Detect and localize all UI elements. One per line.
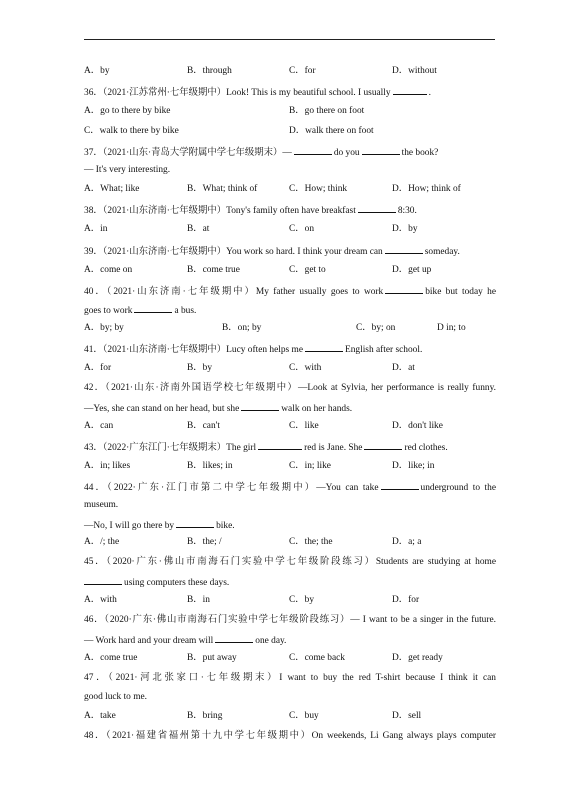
option-d[interactable]: D．by bbox=[392, 224, 418, 234]
option-a[interactable]: A．take bbox=[84, 711, 116, 721]
answer-blank[interactable] bbox=[385, 244, 423, 254]
answer-blank[interactable] bbox=[241, 401, 279, 411]
option-b[interactable]: B．through bbox=[187, 66, 232, 76]
option-b[interactable]: B．can't bbox=[187, 421, 220, 431]
option-d[interactable]: D．like; in bbox=[392, 461, 435, 471]
option-c[interactable]: C．in; like bbox=[289, 461, 331, 471]
option-d[interactable]: D．a; a bbox=[392, 537, 422, 547]
option-a[interactable]: A．in; likes bbox=[84, 461, 131, 471]
option-a[interactable]: A．can bbox=[84, 421, 114, 431]
answer-blank[interactable] bbox=[381, 480, 419, 490]
option-a[interactable]: A．/; the bbox=[84, 537, 120, 547]
option-a[interactable]: A．by; by bbox=[84, 323, 124, 333]
option-a[interactable]: A．What; like bbox=[84, 184, 140, 194]
option-c[interactable]: C．buy bbox=[289, 711, 319, 721]
question-45: 45．（2020·广东·佛山市南海石门实验中学七年级阶段练习）Students are studying at home bbox=[84, 557, 496, 567]
question-45-line2: using computers these days. bbox=[84, 575, 496, 589]
option-a[interactable]: A．come on bbox=[84, 265, 133, 275]
question-42: 42．（2021·山东·济南外国语学校七年级期中）—Look at Sylvia, her performance is really funny. bbox=[84, 383, 496, 393]
option-a[interactable]: A．for bbox=[84, 363, 112, 373]
option-b[interactable]: B．by bbox=[187, 363, 213, 373]
option-c[interactable]: C．like bbox=[289, 421, 319, 431]
option-c[interactable]: C．How; think bbox=[289, 184, 348, 194]
option-c[interactable]: C．the; the bbox=[289, 537, 333, 547]
question-48: 48．（2021·福建省福州第十九中学七年级期中）On weekends, Li Gang always plays computer bbox=[84, 731, 496, 741]
option-c[interactable]: C．by bbox=[289, 595, 315, 605]
option-a[interactable]: A．by bbox=[84, 66, 110, 76]
question-37-reply: — It's very interesting. bbox=[84, 165, 171, 175]
option-b[interactable]: B．go there on foot bbox=[289, 106, 365, 116]
option-c[interactable]: C．on bbox=[289, 224, 315, 234]
option-b[interactable]: B．bring bbox=[187, 711, 223, 721]
option-d[interactable]: D．sell bbox=[392, 711, 422, 721]
option-c[interactable]: C．with bbox=[289, 363, 322, 373]
option-b[interactable]: B．come true bbox=[187, 265, 240, 275]
answer-blank[interactable] bbox=[393, 85, 427, 95]
answer-blank[interactable] bbox=[84, 575, 122, 585]
question-46-reply: — Work hard and your dream will one day. bbox=[84, 633, 496, 647]
answer-blank[interactable] bbox=[364, 440, 402, 450]
option-d[interactable]: D．without bbox=[392, 66, 437, 76]
question-44-reply: —No, I will go there by bike. bbox=[84, 518, 496, 532]
answer-blank[interactable] bbox=[305, 342, 343, 352]
question-39: 39．（2021·山东济南·七年级期中）You work so hard. I think your dream can someday. bbox=[84, 244, 496, 258]
option-b[interactable]: B．What; think of bbox=[187, 184, 258, 194]
question-44-line2: museum. bbox=[84, 500, 119, 510]
question-40: 40．（2021·山东济南·七年级期中）My father usually goes to work bike but today he bbox=[84, 284, 496, 298]
option-d[interactable]: D in; to bbox=[437, 323, 466, 333]
option-c[interactable]: C．come back bbox=[289, 653, 345, 663]
option-b[interactable]: B．in bbox=[187, 595, 210, 605]
option-d[interactable]: D．walk there on foot bbox=[289, 126, 374, 136]
question-41: 41．（2021·山东济南·七年级期中）Lucy often helps me English after school. bbox=[84, 342, 496, 356]
answer-blank[interactable] bbox=[176, 518, 214, 528]
option-d[interactable]: D．How; think of bbox=[392, 184, 461, 194]
option-d[interactable]: D．for bbox=[392, 595, 420, 605]
question-37: 37．（2021·山东·青岛大学附属中学七年级期末）— do you the book? bbox=[84, 145, 496, 159]
header-rule bbox=[84, 39, 495, 40]
option-b[interactable]: B．at bbox=[187, 224, 210, 234]
question-47: 47．（2021·河北张家口·七年级期末）I want to buy the red T-shirt because I think it can bbox=[84, 673, 496, 683]
answer-blank[interactable] bbox=[294, 145, 332, 155]
question-42-reply: —Yes, she can stand on her head, but she walk on her hands. bbox=[84, 401, 496, 415]
option-d[interactable]: D．get up bbox=[392, 265, 432, 275]
option-c[interactable]: C．for bbox=[289, 66, 316, 76]
option-d[interactable]: D．get ready bbox=[392, 653, 443, 663]
answer-blank[interactable] bbox=[215, 633, 253, 643]
option-b[interactable]: B．likes; in bbox=[187, 461, 233, 471]
option-d[interactable]: D．at bbox=[392, 363, 415, 373]
answer-blank[interactable] bbox=[258, 440, 302, 450]
option-d[interactable]: D．don't like bbox=[392, 421, 443, 431]
answer-blank[interactable] bbox=[134, 303, 172, 313]
answer-blank[interactable] bbox=[385, 284, 423, 294]
answer-blank[interactable] bbox=[362, 145, 400, 155]
question-40-line2: goes to work a bus. bbox=[84, 303, 496, 317]
option-a[interactable]: A．with bbox=[84, 595, 117, 605]
question-38: 38．（2021·山东济南·七年级期中）Tony's family often have breakfast 8:30. bbox=[84, 203, 496, 217]
question-47-line2: good luck to me. bbox=[84, 692, 148, 702]
option-c[interactable]: C．by; on bbox=[356, 323, 396, 333]
option-a[interactable]: A．in bbox=[84, 224, 108, 234]
option-c[interactable]: C．walk to there by bike bbox=[84, 126, 179, 136]
answer-blank[interactable] bbox=[358, 203, 396, 213]
question-46: 46．（2020·广东·佛山市南海石门实验中学七年级阶段练习）— I want to be a singer in the future. bbox=[84, 615, 496, 625]
question-43: 43．（2022·广东江门·七年级期末）The girl red is Jane. She red clothes. bbox=[84, 440, 496, 454]
option-b[interactable]: B．on; by bbox=[222, 323, 262, 333]
question-44: 44．（2022·广东·江门市第二中学七年级期中）—You can take underground to the bbox=[84, 480, 496, 494]
option-b[interactable]: B．the; / bbox=[187, 537, 222, 547]
option-b[interactable]: B．put away bbox=[187, 653, 237, 663]
option-a[interactable]: A．come true bbox=[84, 653, 138, 663]
question-36: 36．（2021·江苏常州·七年级期中）Look! This is my beautiful school. I usually . bbox=[84, 85, 496, 99]
option-a[interactable]: A．go to there by bike bbox=[84, 106, 171, 116]
option-c[interactable]: C．get to bbox=[289, 265, 326, 275]
